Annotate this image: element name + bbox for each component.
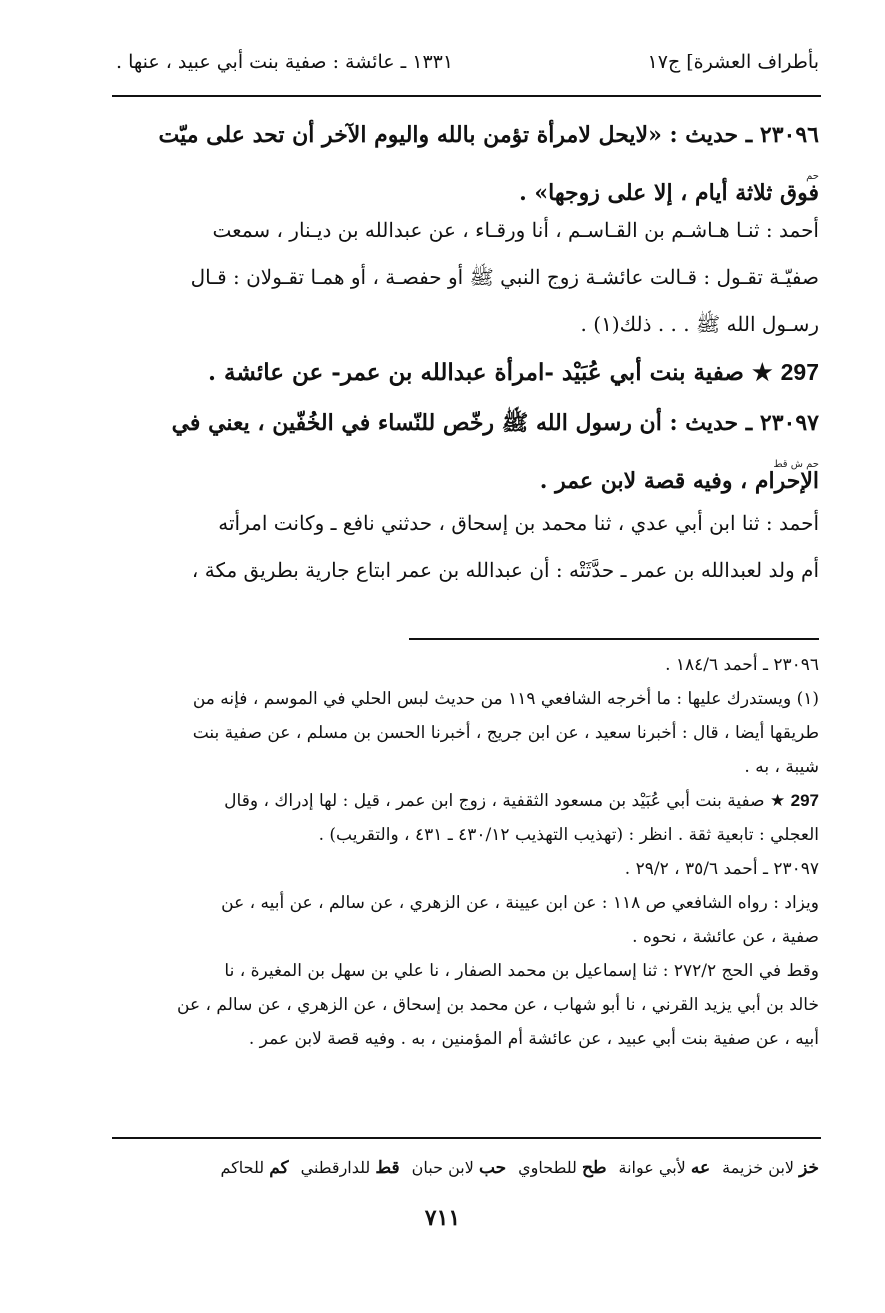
abbreviation-name: للطحاوي <box>518 1158 577 1177</box>
abbreviation-name: لأبي عوانة <box>618 1158 686 1177</box>
abbreviation-code: حب <box>478 1158 507 1178</box>
footnote-297-text: صفية بنت أبي عُبَيْد بن مسعود الثقفية ، زوج ابن عمر ، قيل : لها إدراك ، وقال <box>224 791 765 811</box>
footnote-297-number: 297 <box>790 791 819 810</box>
footnote-daraqutni-line-1: وقط في الحج ٢٧٢/٢ : ثنا إسماعيل بن محمد الصفار ، نا علي بن سهل بن المغيرة ، نا <box>224 961 819 981</box>
abbreviation-code: خز <box>799 1158 819 1178</box>
abbreviation-name: للحاكم <box>220 1158 265 1177</box>
hadith-23096-line-2: فوق ثلاثة أيام ، إلا على زوجها» . <box>519 180 819 206</box>
page-number: ٧١١ <box>424 1205 461 1231</box>
isnad-23097 <box>112 500 819 594</box>
hadith-23096-line-1: ٢٣٠٩٦ ـ حديث : «لايحل لامرأة تؤمن بالله واليوم الآخر أن تحد على ميّت <box>158 122 819 148</box>
hadith-23097-line-1: ٢٣٠٩٧ ـ حديث : أن رسول الله ﷺ رخّص للنّساء في الخُفّين ، يعني في <box>171 410 819 436</box>
isnad-23097-line-1: أحمد : ثنا ابن أبي عدي ، ثنا محمد بن إسحاق ، حدثني نافع ـ وكانت امرأته <box>218 511 819 535</box>
isnad-23097-line-2: أم ولد لعبدالله بن عمر ـ حدَّثَتْه : أن عبدالله بن عمر ابتاع جارية بطريق مكة ، <box>191 558 819 582</box>
hadith-23097 <box>112 394 819 510</box>
isnad-23096 <box>112 207 819 348</box>
isnad-23096-line-3: رسـول الله ﷺ . . . ذلك(١) . <box>580 312 819 336</box>
abbreviation-item <box>619 1158 711 1178</box>
header-divider <box>112 95 821 97</box>
abbreviation-item <box>518 1158 606 1178</box>
translation-297-heading <box>112 352 819 393</box>
footnote-divider <box>409 638 819 640</box>
header-section-title: ١٣٣١ ـ عائشة : صفية بنت أبي عبيد ، عنها . <box>116 51 454 73</box>
footnote-shafii-line-2: صفية ، عن عائشة ، نحوه . <box>632 927 819 947</box>
abbreviation-legend <box>112 1150 819 1186</box>
abbreviation-code: كم <box>269 1158 289 1178</box>
footnote-23097-ref: ٢٣٠٩٧ ـ أحمد ٣٥/٦ ، ٢٩/٢ . <box>624 859 819 879</box>
isnad-23096-line-1: أحمد : ثنـا هـاشـم بن القـاسـم ، أنا ورقـاء ، عن عبدالله بن ديـنار ، سمعت <box>212 218 819 242</box>
translation-297-number: 297 <box>780 359 819 385</box>
abbreviation-name: للدارقطني <box>300 1158 371 1177</box>
running-header <box>116 42 819 82</box>
footnotes <box>112 648 819 1056</box>
hadith-23097-line-2: الإحرام ، وفيه قصة لابن عمر . <box>539 468 819 494</box>
footnote-1-line-1: (١) ويستدرك عليها : ما أخرجه الشافعي ١١٩ من حديث لبس الحلي في الموسم ، فإنه من <box>192 689 819 709</box>
abbreviation-item <box>301 1158 400 1178</box>
hadith-23096 <box>112 106 819 222</box>
footnote-daraqutni-line-3: أبيه ، عن صفية بنت أبي عبيد ، عن عائشة أم المؤمنين ، به . وفيه قصة لابن عمر . <box>248 1029 819 1049</box>
abbreviation-divider <box>112 1137 821 1139</box>
abbreviation-item <box>722 1158 819 1178</box>
footnote-1-line-3: شيبة ، به . <box>744 757 819 777</box>
footnote-1-line-2: طريقها أيضا ، قال : أخبرنا سعيد ، عن ابن جريج ، أخبرنا الحسن بن مسلم ، عن صفية بنت <box>192 723 819 743</box>
abbreviation-code: طح <box>582 1158 607 1178</box>
footnote-shafii-line-1: ويزاد : رواه الشافعي ص ١١٨ : عن ابن عيينة ، عن الزهري ، عن سالم ، عن أبيه ، عن <box>221 893 819 913</box>
star-icon: ★ <box>751 359 773 386</box>
hadith-23097-source-symbols: حم ش قط <box>773 459 819 470</box>
footnote-297-line-2: العجلي : تابعية ثقة . انظر : (تهذيب التهذيب ٤٣٠/١٢ ـ ٤٣١ ، والتقريب) . <box>318 825 819 845</box>
translation-297-text: صفية بنت أبي عُبَيْد -امرأة عبدالله بن عمر- عن عائشة . <box>208 359 744 386</box>
hadith-23096-source-symbols: حم <box>806 171 819 182</box>
abbreviation-item <box>412 1158 506 1178</box>
abbreviation-code: قط <box>375 1158 400 1178</box>
abbreviation-name: لابن خزيمة <box>722 1158 795 1177</box>
footnote-297-line-1 <box>112 784 819 818</box>
star-icon: ★ <box>769 791 786 811</box>
footnote-23096-ref: ٢٣٠٩٦ ـ أحمد ١٨٤/٦ . <box>665 655 819 675</box>
abbreviation-code: عه <box>690 1158 711 1178</box>
header-book-title: بأطراف العشرة] ج١٧ <box>647 51 819 73</box>
footnote-daraqutni-line-2: خالد بن أبي يزيد القرني ، نا أبو شهاب ، عن محمد بن إسحاق ، عن الزهري ، عن سالم ، عن <box>177 995 819 1015</box>
abbreviation-name: لابن حبان <box>411 1158 474 1177</box>
isnad-23096-line-2: صفيّـة تقـول : قـالت عائشـة زوج النبي ﷺ أو حفصـة ، أو همـا تقـولان : قـال <box>190 265 819 289</box>
abbreviation-item <box>220 1158 288 1178</box>
